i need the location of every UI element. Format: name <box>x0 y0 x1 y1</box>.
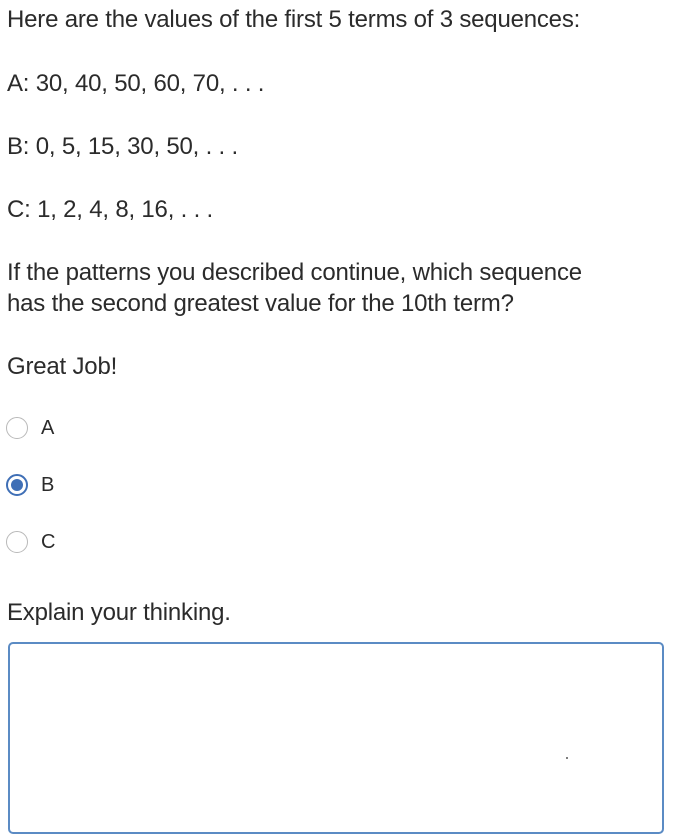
question-line-1: If the patterns you described continue, which sequence <box>7 259 582 286</box>
choice-b-label[interactable]: B <box>41 474 55 496</box>
choice-c-radio[interactable] <box>6 531 28 553</box>
choice-c[interactable] <box>6 528 55 556</box>
choice-b-radio[interactable] <box>6 474 28 496</box>
sequence-a-text: A: 30, 40, 50, 60, 70, . . . <box>7 70 265 97</box>
sequence-b-text: B: 0, 5, 15, 30, 50, . . . <box>7 133 238 160</box>
feedback-text: Great Job! <box>7 353 118 380</box>
choice-a-radio[interactable] <box>6 417 28 439</box>
intro-text: Here are the values of the first 5 terms of 3 sequences: <box>7 6 581 33</box>
choice-c-label[interactable]: C <box>41 531 56 553</box>
choice-a[interactable] <box>6 414 54 442</box>
explanation-textarea[interactable] <box>8 642 664 834</box>
choice-a-label[interactable]: A <box>41 417 55 439</box>
question-line-2: has the second greatest value for the 10th term? <box>7 290 514 317</box>
explain-prompt: Explain your thinking. <box>7 599 231 626</box>
sequence-c-text: C: 1, 2, 4, 8, 16, . . . <box>7 196 213 223</box>
choice-b[interactable] <box>6 471 54 499</box>
cursor-dot <box>566 757 568 759</box>
